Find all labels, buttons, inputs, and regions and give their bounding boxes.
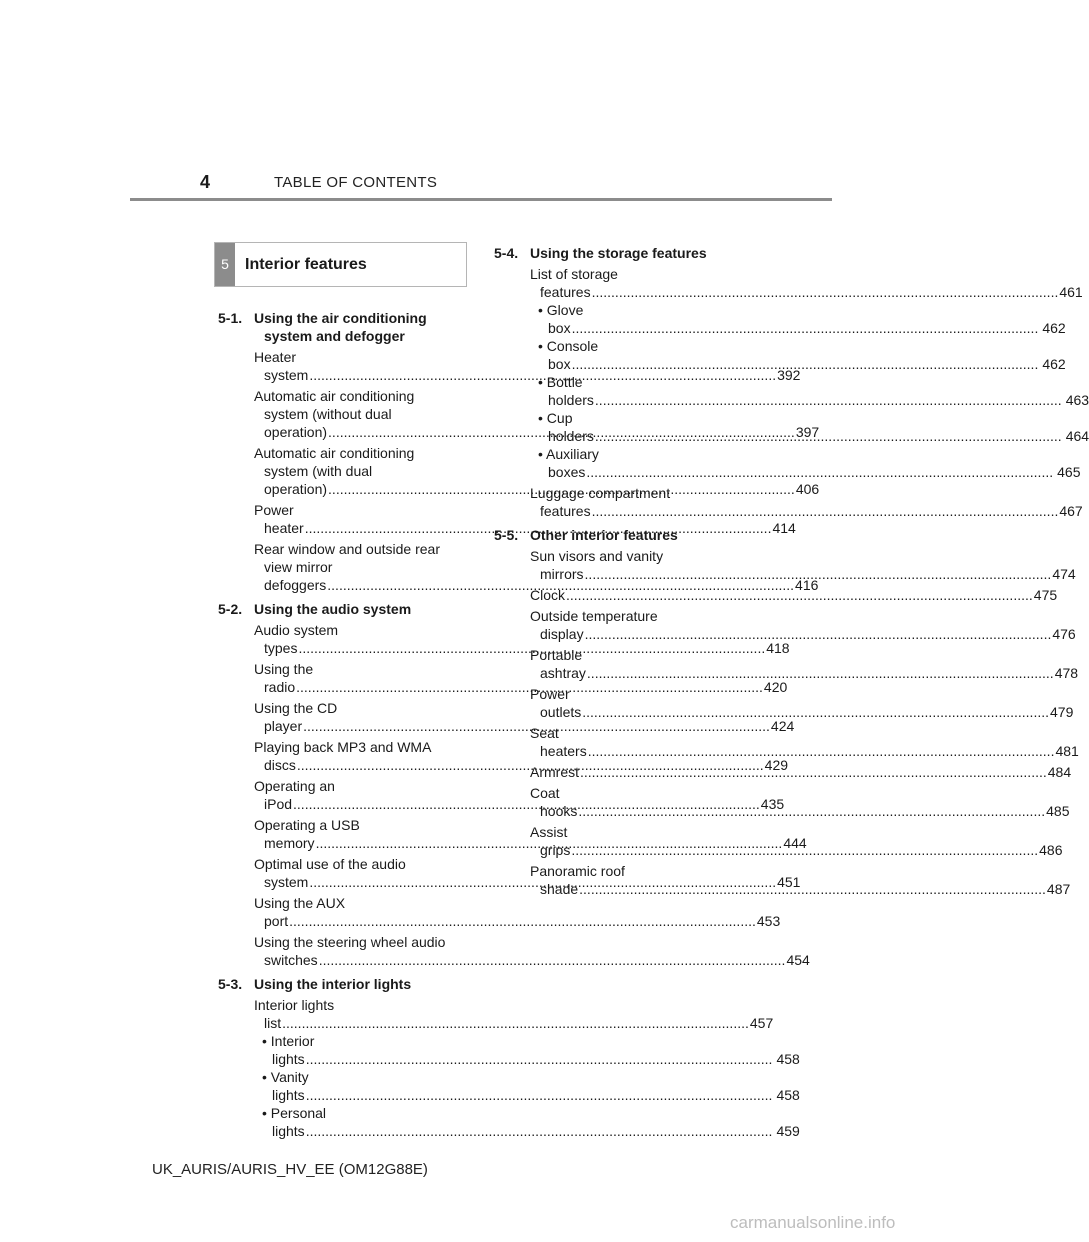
toc-page-number: 463 bbox=[1065, 392, 1089, 408]
toc-entry-title: Heater system bbox=[254, 349, 309, 383]
toc-entry-title: Coat hooks bbox=[530, 785, 578, 819]
toc-entry-line bbox=[262, 1032, 800, 1068]
toc-page-number: 462 bbox=[1042, 320, 1066, 336]
toc-entry-title: Armrest bbox=[530, 764, 579, 780]
toc-subentry[interactable] bbox=[494, 337, 1066, 373]
section-number: 5-2. bbox=[218, 601, 243, 617]
toc-entry-title: • Personal lights bbox=[262, 1105, 327, 1139]
leader-dots bbox=[587, 665, 1054, 681]
toc-entry-line bbox=[254, 933, 810, 969]
toc-subentry[interactable] bbox=[218, 1068, 800, 1104]
toc-page-number: 418 bbox=[766, 640, 790, 656]
header-divider bbox=[130, 198, 832, 201]
toc-subentry[interactable] bbox=[218, 1032, 800, 1068]
watermark-text: carmanualsonline.info bbox=[730, 1213, 896, 1232]
leader-dots bbox=[579, 881, 1046, 897]
toc-page-number: 467 bbox=[1059, 503, 1083, 519]
toc-entry-title: • Vanity lights bbox=[262, 1069, 309, 1103]
toc-page-number: 406 bbox=[795, 481, 820, 497]
toc-section-heading[interactable] bbox=[494, 244, 734, 262]
toc-entry-title: Seat heaters bbox=[530, 725, 587, 759]
toc-page-number: 424 bbox=[770, 718, 795, 734]
toc-subentry[interactable] bbox=[494, 445, 1081, 481]
toc-page-number: 420 bbox=[763, 679, 788, 695]
leader-dots bbox=[289, 913, 756, 929]
leader-dots bbox=[306, 1087, 773, 1103]
toc-entry-line bbox=[254, 996, 774, 1032]
document-code: UK_AURIS/AURIS_HV_EE (OM12G88E) bbox=[152, 1161, 428, 1178]
toc-entry[interactable] bbox=[218, 996, 774, 1032]
toc-entry-title: Using the CD player bbox=[254, 700, 338, 734]
toc-page-number: 457 bbox=[749, 1015, 774, 1031]
toc-entry-title: Operating a USB memory bbox=[254, 817, 360, 851]
toc-entry[interactable] bbox=[494, 586, 1058, 604]
toc-page-number: 479 bbox=[1050, 704, 1074, 720]
leader-dots bbox=[592, 284, 1059, 300]
section-title: Using the air conditioning system and defogger bbox=[254, 310, 427, 344]
toc-page-number: 485 bbox=[1046, 803, 1070, 819]
toc-page-number: 435 bbox=[760, 796, 785, 812]
toc-entry-title: Using the steering wheel audio switches bbox=[254, 934, 446, 968]
toc-entry[interactable] bbox=[494, 547, 1076, 583]
toc-entry-title: • Console box bbox=[538, 338, 599, 372]
toc-entry-title: Assist grips bbox=[530, 824, 571, 858]
toc-entry-line bbox=[530, 607, 1076, 643]
toc-section-heading[interactable] bbox=[494, 526, 734, 544]
chapter-number-tab: 5 bbox=[215, 243, 235, 286]
toc-entry-title: • Bottle holders bbox=[538, 374, 594, 408]
toc-subentry[interactable] bbox=[218, 1104, 800, 1140]
leader-dots bbox=[578, 803, 1045, 819]
toc-page-number: 462 bbox=[1042, 356, 1066, 372]
leader-dots bbox=[572, 320, 1039, 336]
toc-entry-title: Operating an iPod bbox=[254, 778, 335, 812]
page-header bbox=[130, 170, 832, 202]
toc-entry-title: • Auxiliary boxes bbox=[538, 446, 599, 480]
toc-entry-title: Rear window and outside rear view mirror defoggers bbox=[254, 541, 440, 593]
section-number: 5-5. bbox=[494, 527, 519, 543]
toc-page-number: 392 bbox=[777, 367, 801, 383]
toc-entry-title: Playing back MP3 and WMA discs bbox=[254, 739, 431, 773]
toc-page-number: 453 bbox=[756, 913, 781, 929]
toc-entry-title: Outside temperature display bbox=[530, 608, 658, 642]
toc-entry-title: Clock bbox=[530, 587, 566, 603]
toc-entry-title: Power heater bbox=[254, 502, 304, 536]
page-number: 4 bbox=[200, 172, 211, 192]
toc-entry-title: Luggage compartment features bbox=[530, 485, 671, 519]
toc-entry-line bbox=[530, 265, 1083, 301]
leader-dots bbox=[592, 503, 1059, 519]
toc-page-number: 481 bbox=[1055, 743, 1079, 759]
header-title: TABLE OF CONTENTS bbox=[274, 174, 438, 191]
leader-dots bbox=[595, 392, 1062, 408]
toc-page-number: 465 bbox=[1057, 464, 1081, 480]
toc-entry-title: Interior lights list bbox=[254, 997, 335, 1031]
toc-page-number: 451 bbox=[777, 874, 801, 890]
toc-page-number: 478 bbox=[1054, 665, 1079, 681]
toc-page-number: 474 bbox=[1052, 566, 1076, 582]
toc-page-number: 429 bbox=[764, 757, 789, 773]
toc-entry-title: Using the AUX port bbox=[254, 895, 346, 929]
leader-dots bbox=[566, 587, 1033, 603]
chapter-heading bbox=[214, 242, 467, 287]
toc-entry[interactable] bbox=[218, 894, 781, 930]
section-number: 5-4. bbox=[494, 245, 519, 261]
leader-dots bbox=[585, 566, 1052, 582]
toc-entry-title: Power outlets bbox=[530, 686, 582, 720]
toc-page-number: 397 bbox=[795, 424, 820, 440]
leader-dots bbox=[580, 764, 1047, 780]
toc-entry-line bbox=[538, 445, 1081, 481]
chapter-title: Interior features bbox=[245, 256, 367, 273]
leader-dots bbox=[588, 743, 1055, 759]
toc-entry-title: • Cup holders bbox=[538, 410, 594, 444]
toc-page-number: 416 bbox=[795, 577, 819, 593]
toc-page-number: 461 bbox=[1059, 284, 1083, 300]
toc-entry-title: List of storage features bbox=[530, 266, 618, 300]
section-number: 5-1. bbox=[218, 310, 243, 326]
toc-page-number: 475 bbox=[1033, 587, 1058, 603]
toc-section-heading[interactable] bbox=[218, 975, 460, 993]
leader-dots bbox=[571, 842, 1038, 858]
leader-dots bbox=[586, 464, 1053, 480]
toc-page-number: 484 bbox=[1047, 764, 1072, 780]
toc-entry-title: • Glove box bbox=[538, 302, 584, 336]
toc-entry[interactable] bbox=[494, 607, 1076, 643]
leader-dots bbox=[306, 1123, 773, 1139]
toc-entry-line bbox=[530, 547, 1076, 583]
toc-entry-line bbox=[538, 301, 1066, 337]
section-number: 5-3. bbox=[218, 976, 243, 992]
toc-page-number: 458 bbox=[776, 1087, 800, 1103]
section-title: Using the interior lights bbox=[254, 976, 412, 992]
toc-entry-line bbox=[262, 1068, 800, 1104]
toc-section-heading[interactable] bbox=[218, 309, 460, 345]
leader-dots bbox=[582, 704, 1049, 720]
toc-page-number: 458 bbox=[776, 1051, 800, 1067]
toc-section-heading[interactable] bbox=[218, 600, 460, 618]
toc-entry-title: Panoramic roof shade bbox=[530, 863, 625, 897]
toc-entry-line bbox=[530, 586, 1058, 604]
toc-page-number: 454 bbox=[786, 952, 810, 968]
section-title: Other interior features bbox=[530, 527, 678, 543]
toc-page-number: 476 bbox=[1052, 626, 1076, 642]
section-title: Using the audio system bbox=[254, 601, 412, 617]
toc-entry-line bbox=[254, 894, 781, 930]
toc-page-number: 464 bbox=[1065, 428, 1089, 444]
toc-entry-title: Automatic air conditioning system (without dual operation) bbox=[254, 388, 415, 440]
toc-entry[interactable] bbox=[494, 265, 1083, 301]
toc-entry-title: Sun visors and vanity mirrors bbox=[530, 548, 664, 582]
toc-entry[interactable] bbox=[218, 933, 810, 969]
toc-entry-line bbox=[538, 337, 1066, 373]
leader-dots bbox=[306, 1051, 773, 1067]
toc-entry-title: Using the radio bbox=[254, 661, 314, 695]
toc-page-number: 414 bbox=[772, 520, 796, 536]
toc-entry-title: Audio system types bbox=[254, 622, 339, 656]
leader-dots bbox=[319, 952, 786, 968]
toc-page-number: 486 bbox=[1039, 842, 1063, 858]
toc-entry-title: Automatic air conditioning system (with dual operation) bbox=[254, 445, 415, 497]
toc-entry-title: Optimal use of the audio system bbox=[254, 856, 406, 890]
toc-subentry[interactable] bbox=[494, 301, 1066, 337]
toc-entry-line bbox=[262, 1104, 800, 1140]
toc-page-number: 459 bbox=[776, 1123, 800, 1139]
toc-entry-title: • Interior lights bbox=[262, 1033, 315, 1067]
leader-dots bbox=[572, 356, 1039, 372]
section-title: Using the storage features bbox=[530, 245, 707, 261]
leader-dots bbox=[282, 1015, 749, 1031]
toc-page-number: 487 bbox=[1046, 881, 1071, 897]
toc-entry-title: Portable ashtray bbox=[530, 647, 586, 681]
leader-dots bbox=[595, 428, 1062, 444]
toc-page-number: 444 bbox=[783, 835, 807, 851]
leader-dots bbox=[585, 626, 1052, 642]
